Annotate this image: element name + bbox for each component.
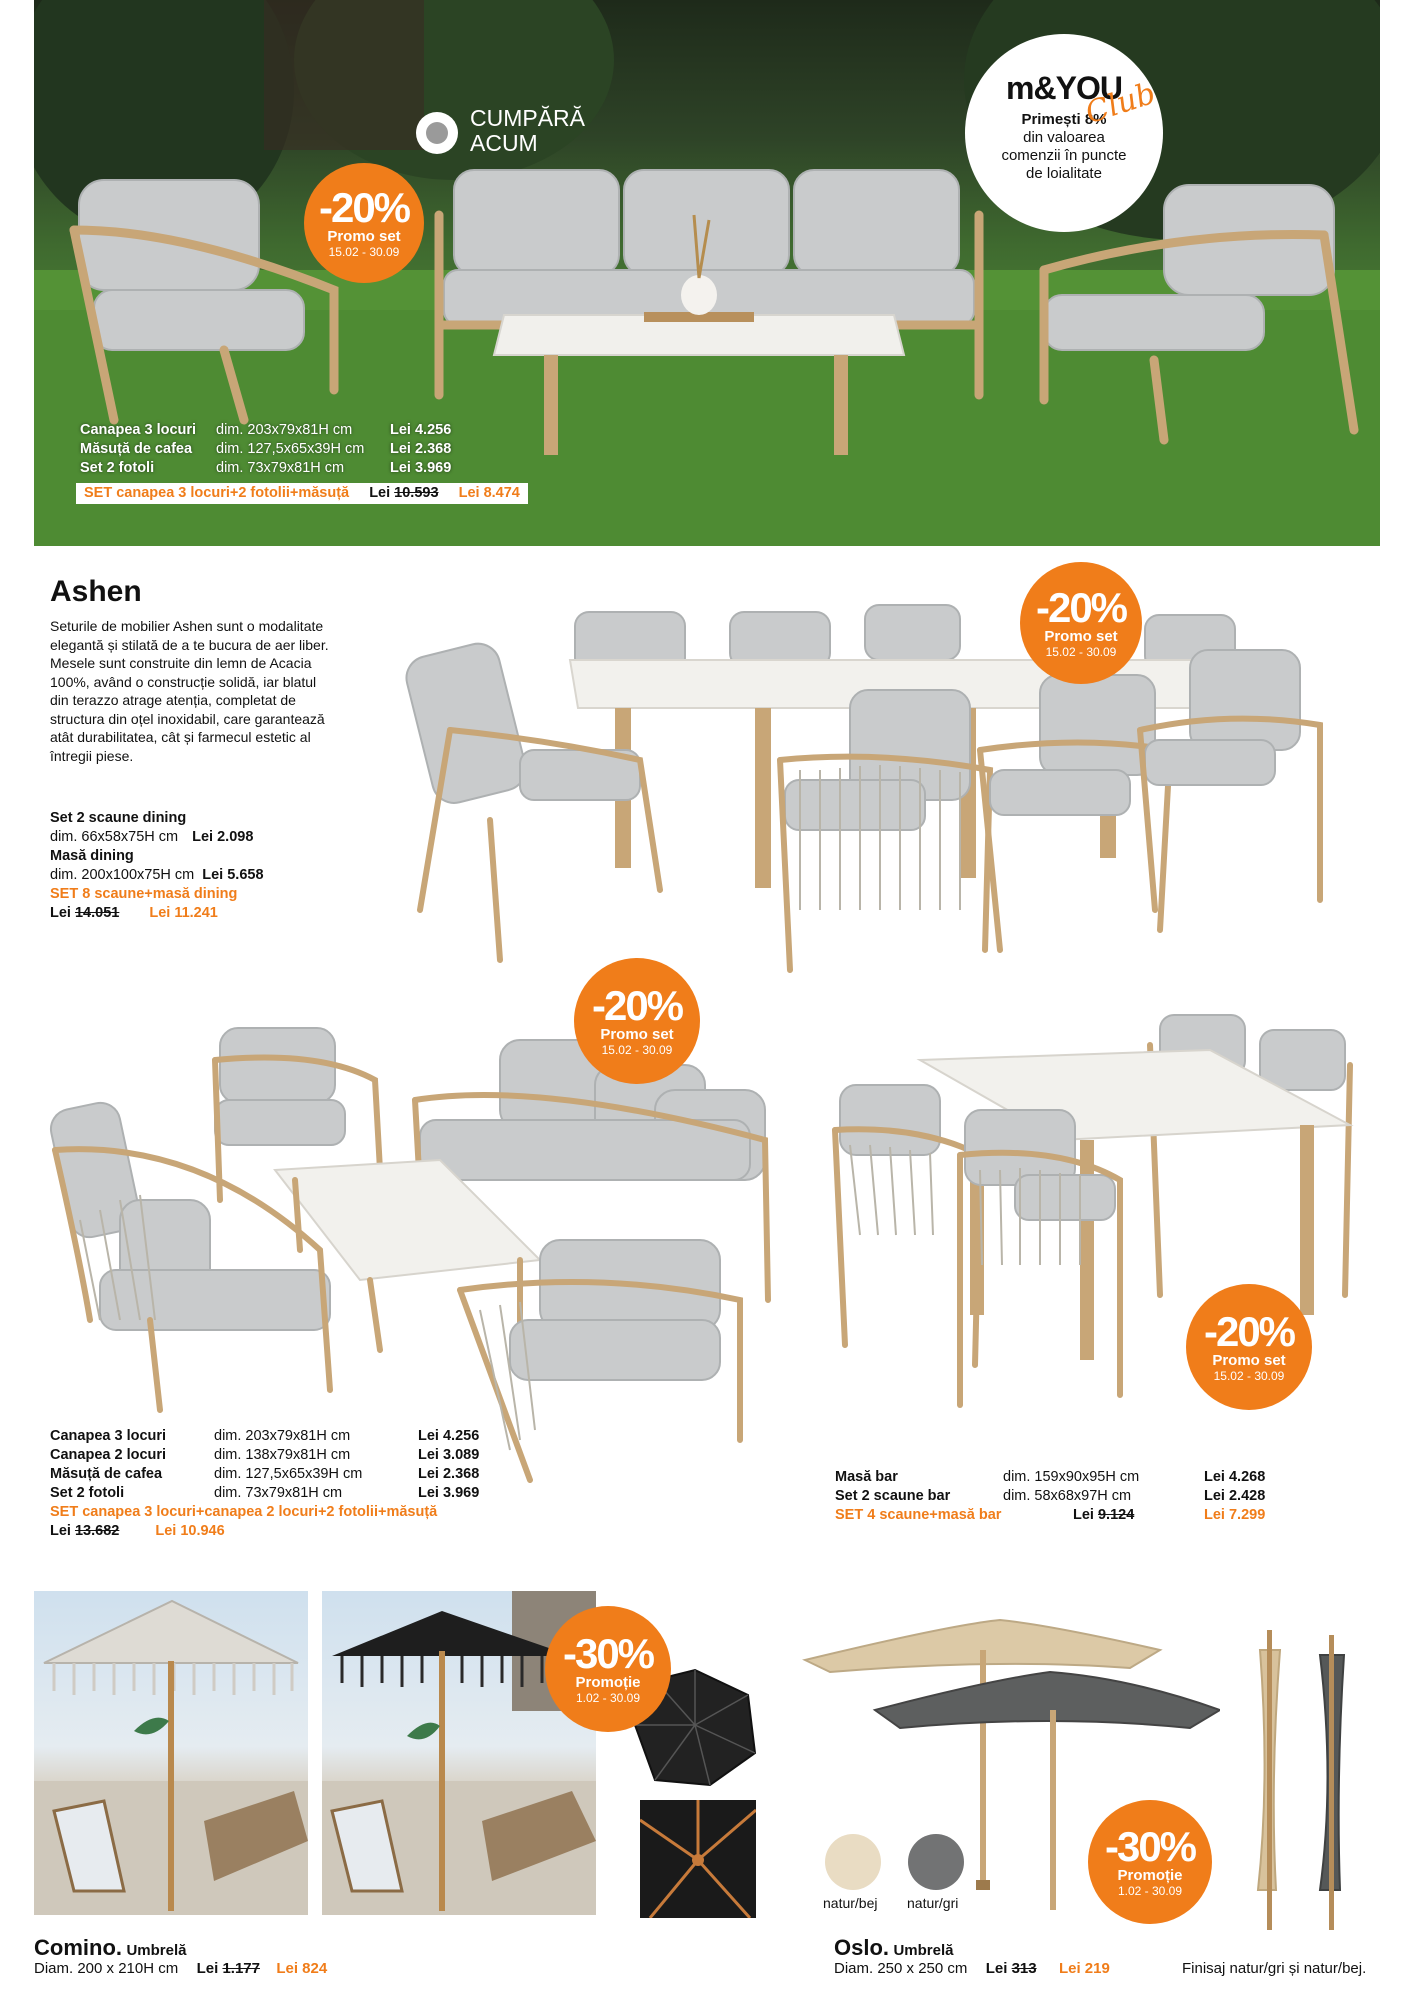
club-badge — [965, 34, 1163, 232]
lounge-item-name: Măsuță de cafea — [50, 1466, 163, 1482]
comino-lei: Lei — [196, 1960, 219, 1977]
badge-dates: 15.02 - 30.09 — [601, 1043, 673, 1058]
bar-item-dim: dim. 58x68x97H cm — [1003, 1488, 1132, 1504]
buy-now-link[interactable] — [470, 106, 585, 156]
hero-item-price: Lei 2.368 — [390, 441, 452, 457]
hero-item-dim: dim. 127,5x65x39H cm — [216, 441, 365, 457]
lounge-item-dim: dim. 203x79x81H cm — [214, 1428, 351, 1444]
lounge-item-price: Lei 2.368 — [418, 1466, 480, 1482]
oslo-price-row — [834, 1960, 1110, 1977]
badge-percent: -20% — [591, 981, 683, 1029]
lounge-item-name: Canapea 3 locuri — [50, 1428, 167, 1444]
dining-table-name: Masă dining — [50, 848, 134, 864]
comino-dim: Diam. 200 x 210H cm — [34, 1960, 179, 1977]
oslo-dim: Diam. 250 x 250 cm — [834, 1960, 968, 1977]
hero-set-old-price: 10.593 — [394, 485, 439, 501]
section-title: Ashen — [50, 575, 142, 608]
club-line1: Primești 8% — [1021, 111, 1107, 128]
dining-chairs-dim: dim. 66x58x75H cm — [50, 829, 179, 845]
bar-item-name: Set 2 scaune bar — [835, 1488, 951, 1504]
bar-spec-prices — [1204, 1468, 1265, 1506]
badge-dates: 1.02 - 30.09 — [1117, 1884, 1183, 1899]
lounge-set-lei: Lei — [50, 1523, 71, 1539]
bar-set-old-price: 9.124 — [1097, 1507, 1135, 1523]
buy-now-line2[interactable]: ACUM — [470, 130, 538, 156]
badge-percent: -20% — [1035, 583, 1127, 631]
lounge-spec-prices — [418, 1427, 479, 1503]
desc-line: din terazzo atrage atenția, completat de — [50, 692, 296, 708]
bar-item-dim: dim. 159x90x95H cm — [1003, 1469, 1140, 1485]
hero-photo — [34, 0, 1380, 546]
oslo-lei: Lei — [985, 1960, 1008, 1977]
oslo-title — [834, 1935, 954, 1961]
oslo-swatch-beige[interactable] — [825, 1834, 881, 1890]
oslo-swatch-grey[interactable] — [908, 1834, 964, 1890]
lounge-item-dim: dim. 138x79x81H cm — [214, 1447, 351, 1463]
badge-label: Promo set — [327, 227, 401, 245]
comino-old-price: 1.177 — [222, 1960, 260, 1977]
hero-set-price-bar — [76, 483, 528, 504]
bar-spec-dims — [1003, 1468, 1139, 1506]
badge-label: Promoție — [575, 1673, 641, 1691]
comino-discount-badge — [545, 1606, 671, 1732]
hero-item-price: Lei 4.256 — [390, 422, 452, 438]
comino-type: Umbrelă — [126, 1942, 187, 1959]
dining-table-dim: dim. 200x100x75H cm — [50, 867, 195, 883]
oslo-closed-umbrellas — [1240, 1630, 1370, 1930]
bar-item-price: Lei 4.268 — [1204, 1469, 1266, 1485]
badge-percent: -30% — [1104, 1822, 1196, 1870]
comino-new-price: Lei 824 — [276, 1960, 328, 1977]
badge-dates: 15.02 - 30.09 — [1213, 1369, 1285, 1384]
club-line4: de loialitate — [1026, 165, 1102, 182]
lounge-item-dim: dim. 73x79x81H cm — [214, 1485, 343, 1501]
badge-label: Promo set — [600, 1025, 674, 1043]
badge-percent: -20% — [318, 183, 410, 231]
comino-canopy-detail — [640, 1800, 756, 1918]
badge-dates: 1.02 - 30.09 — [575, 1691, 641, 1706]
comino-title — [34, 1935, 186, 1961]
oslo-new-price: Lei 219 — [1058, 1960, 1110, 1977]
dining-discount-badge — [1020, 562, 1142, 684]
comino-price-row — [34, 1960, 327, 1977]
dining-chairs-name: Set 2 scaune dining — [50, 810, 187, 826]
lounge-item-price: Lei 3.089 — [418, 1447, 480, 1463]
lounge-discount-badge — [574, 958, 700, 1084]
hero-item-dim: dim. 73x79x81H cm — [216, 460, 345, 476]
hero-item-name: Măsuță de cafea — [80, 441, 193, 457]
badge-percent: -20% — [1203, 1307, 1295, 1355]
badge-label: Promo set — [1212, 1351, 1286, 1369]
club-line3: comenzii în puncte — [1001, 147, 1127, 164]
badge-dates: 15.02 - 30.09 — [328, 245, 400, 260]
hero-set-new-price: Lei 8.474 — [458, 485, 520, 501]
lounge-item-dim: dim. 127,5x65x39H cm — [214, 1466, 363, 1482]
desc-line: Seturile de mobilier Ashen sunt o modalitate — [50, 618, 324, 634]
ashen-description — [50, 617, 380, 765]
dining-set-old-price: 14.051 — [74, 905, 120, 921]
hero-item-dim: dim. 203x79x81H cm — [216, 422, 353, 438]
buy-now-icon[interactable] — [416, 112, 458, 154]
dining-set-new-price: Lei 11.241 — [149, 905, 218, 921]
hero-set-label: SET canapea 3 locuri+2 fotolii+măsuță — [84, 485, 350, 501]
bar-item-name: Masă bar — [835, 1469, 898, 1485]
dining-set-label: SET 8 scaune+masă dining — [50, 886, 238, 902]
oslo-discount-badge — [1088, 1800, 1212, 1924]
oslo-type: Umbrelă — [893, 1942, 954, 1959]
dining-set-image — [400, 590, 1360, 1010]
dining-spec — [50, 809, 370, 923]
desc-line: structura din oțel inoxidabil, care garantează — [50, 710, 325, 727]
desc-line: elegantă și stilată de a te bucura de aer liber. — [50, 636, 329, 653]
lounge-spec-dims — [214, 1427, 362, 1503]
badge-label: Promoție — [1117, 1866, 1183, 1884]
comino-photo-white — [34, 1591, 308, 1915]
oslo-old-price: 313 — [1011, 1960, 1037, 1977]
desc-line: întregii piese. — [50, 747, 134, 764]
lounge-set-label: SET canapea 3 locuri+canapea 2 locuri+2 fotolii+măsuță — [50, 1504, 438, 1520]
lounge-item-price: Lei 3.969 — [418, 1485, 480, 1501]
dining-chairs-price: Lei 2.098 — [192, 829, 254, 845]
badge-dates: 15.02 - 30.09 — [1045, 645, 1117, 660]
hero-discount-badge — [304, 163, 424, 283]
lounge-item-name: Canapea 2 locuri — [50, 1447, 167, 1463]
buy-now-line1[interactable]: CUMPĂRĂ — [470, 105, 586, 131]
bar-set-new-price: Lei 7.299 — [1204, 1507, 1266, 1523]
bar-set-lei: Lei — [1073, 1507, 1094, 1523]
lounge-item-name: Set 2 fotoli — [50, 1485, 125, 1501]
club-script: Club — [1081, 75, 1160, 132]
hero-set-lei: Lei — [369, 485, 391, 501]
lounge-set-price — [50, 1522, 225, 1541]
bar-set-label: SET 4 scaune+masă bar — [835, 1507, 1002, 1523]
dining-set-lei: Lei — [50, 905, 71, 921]
oslo-swatch-label: natur/bej — [823, 1895, 878, 1911]
comino-white-scene — [34, 1591, 308, 1915]
bar-spec-names — [835, 1468, 950, 1506]
dining-table-price: Lei 5.658 — [202, 867, 264, 883]
hero-spec-dims — [216, 421, 364, 478]
club-brand: m&YOU — [1006, 70, 1122, 106]
hero-item-name: Canapea 3 locuri — [80, 422, 197, 438]
hero-item-name: Set 2 fotoli — [80, 460, 155, 476]
badge-label: Promo set — [1044, 627, 1118, 645]
oslo-finish-note: Finisaj natur/gri și natur/bej. — [1182, 1960, 1367, 1977]
desc-line: Mesele sunt construite din lemn de Acacia — [50, 655, 312, 671]
bar-discount-badge — [1186, 1284, 1312, 1410]
desc-line: 100%, având o construcție solidă, iar blatul — [50, 673, 317, 690]
oslo-name: Oslo. — [834, 1935, 890, 1960]
club-line2: din valoarea — [1023, 129, 1105, 146]
oslo-swatch-label: natur/gri — [907, 1895, 959, 1911]
lounge-item-price: Lei 4.256 — [418, 1428, 480, 1444]
lounge-set-old-price: 13.682 — [74, 1523, 120, 1539]
badge-percent: -30% — [562, 1629, 654, 1677]
lounge-set-new-price: Lei 10.946 — [155, 1523, 225, 1539]
lounge-set-image — [40, 1020, 780, 1490]
desc-line: atât durabilitatea, cât și farmecul estetic al — [50, 729, 311, 745]
bar-item-price: Lei 2.428 — [1204, 1488, 1266, 1504]
bar-set-row — [835, 1506, 1295, 1525]
hero-spec-prices — [390, 421, 451, 478]
comino-name: Comino. — [34, 1935, 122, 1960]
lounge-spec-names — [50, 1427, 166, 1503]
hero-item-price: Lei 3.969 — [390, 460, 452, 476]
